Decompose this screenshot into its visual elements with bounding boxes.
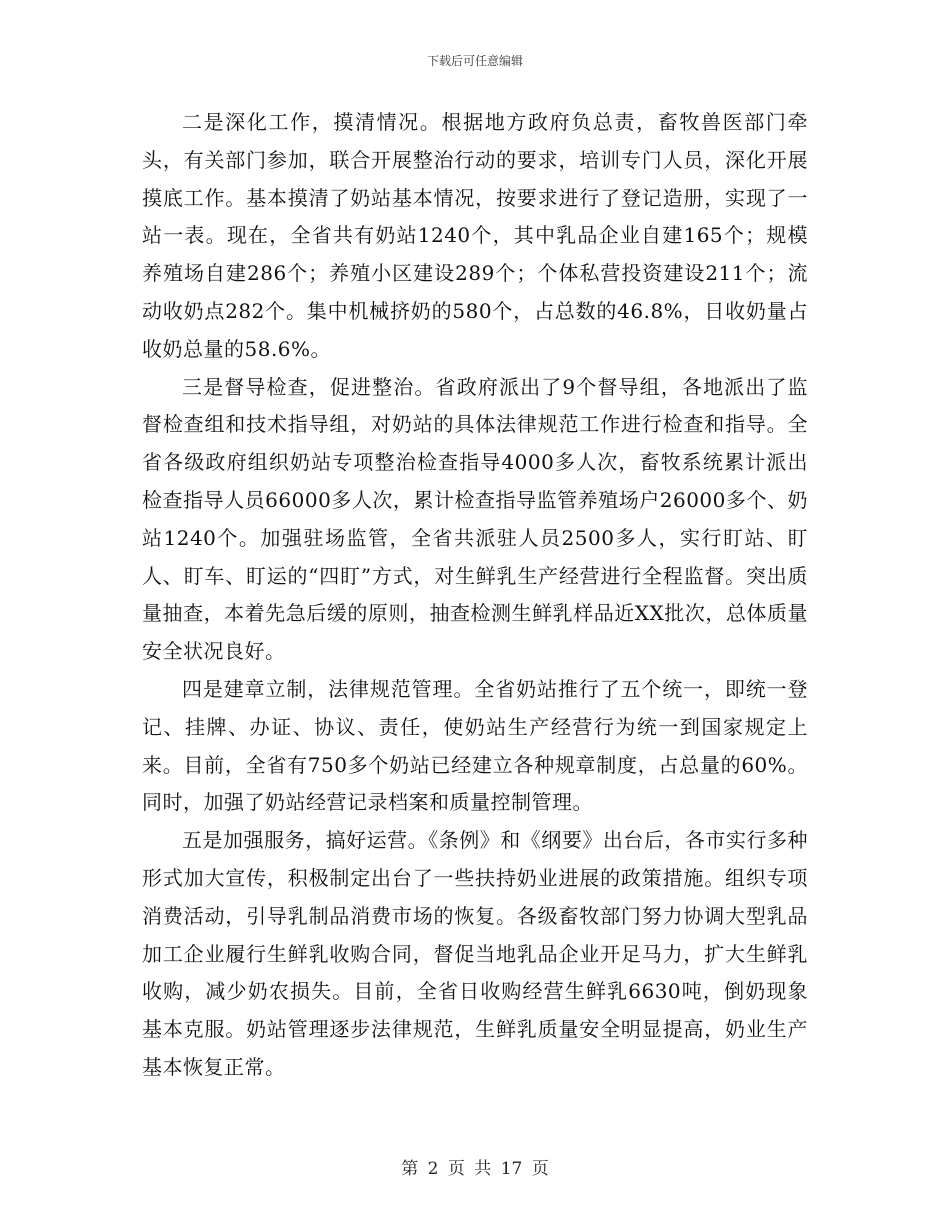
- page-header-note: 下载后可任意编辑: [426, 54, 523, 68]
- document-body: [142, 104, 808, 1087]
- page-number-footer: 第 2 页 共 17 页: [401, 1159, 549, 1179]
- paragraph-strengthen-service: 五是加强服务，搞好运营。《条例》和《纲要》出台后，各市实行多种形式加大宣传，积极制定出台了一些扶持奶业进展的政策措施。组织专项消费活动，引导乳制品消费市场的恢复。各级畜牧部门努力协调大型乳品加工企业履行生鲜乳收购合同，督促当地乳品企业开足马力，扩大生鲜乳收购，减少奶农损失。目前，全省日收购经营生鲜乳6630吨，倒奶现象基本克服。奶站管理逐步法律规范，生鲜乳质量安全明显提高，奶业生产基本恢复正常。: [142, 828, 808, 1079]
- paragraph-supervision-inspection: 三是督导检查，促进整治。省政府派出了9个督导组，各地派出了监督检查组和技术指导组，对奶站的具体法律规范工作进行检查和指导。全省各级政府组织奶站专项整治检查指导4000多人次，畜牧系统累计派出检查指导人员66000多人次，累计检查指导监管养殖场户26000多个、奶站1240个。加强驻场监管，全省共派驻人员2500多人，实行盯站、盯人、盯车、盯运的“四盯”方式，对生鲜乳生产经营进行全程监督。突出质量抽查，本着先急后缓的原则，抽查检测生鲜乳样品近XX批次，总体质量安全状况良好。: [142, 374, 808, 664]
- paragraph-deepen-work: 二是深化工作，摸清情况。根据地方政府负总责，畜牧兽医部门牵头，有关部门参加，联合开展整治行动的要求，培训专门人员，深化开展摸底工作。基本摸清了奶站基本情况，按要求进行了登记造册，实现了一站一表。现在，全省共有奶站1240个，其中乳品企业自建165个；规模养殖场自建286个；养殖小区建设289个；个体私营投资建设211个；流动收奶点282个。集中机械挤奶的580个，占总数的46.8%，日收奶量占收奶总量的58.6%。: [142, 110, 808, 361]
- paragraph-rules-regulation: 四是建章立制，法律规范管理。全省奶站推行了五个统一，即统一登记、挂牌、办证、协议、责任，使奶站生产经营行为统一到国家规定上来。目前，全省有750多个奶站已经建立各种规章制度，占总量的60%。同时，加强了奶站经营记录档案和质量控制管理。: [142, 676, 808, 815]
